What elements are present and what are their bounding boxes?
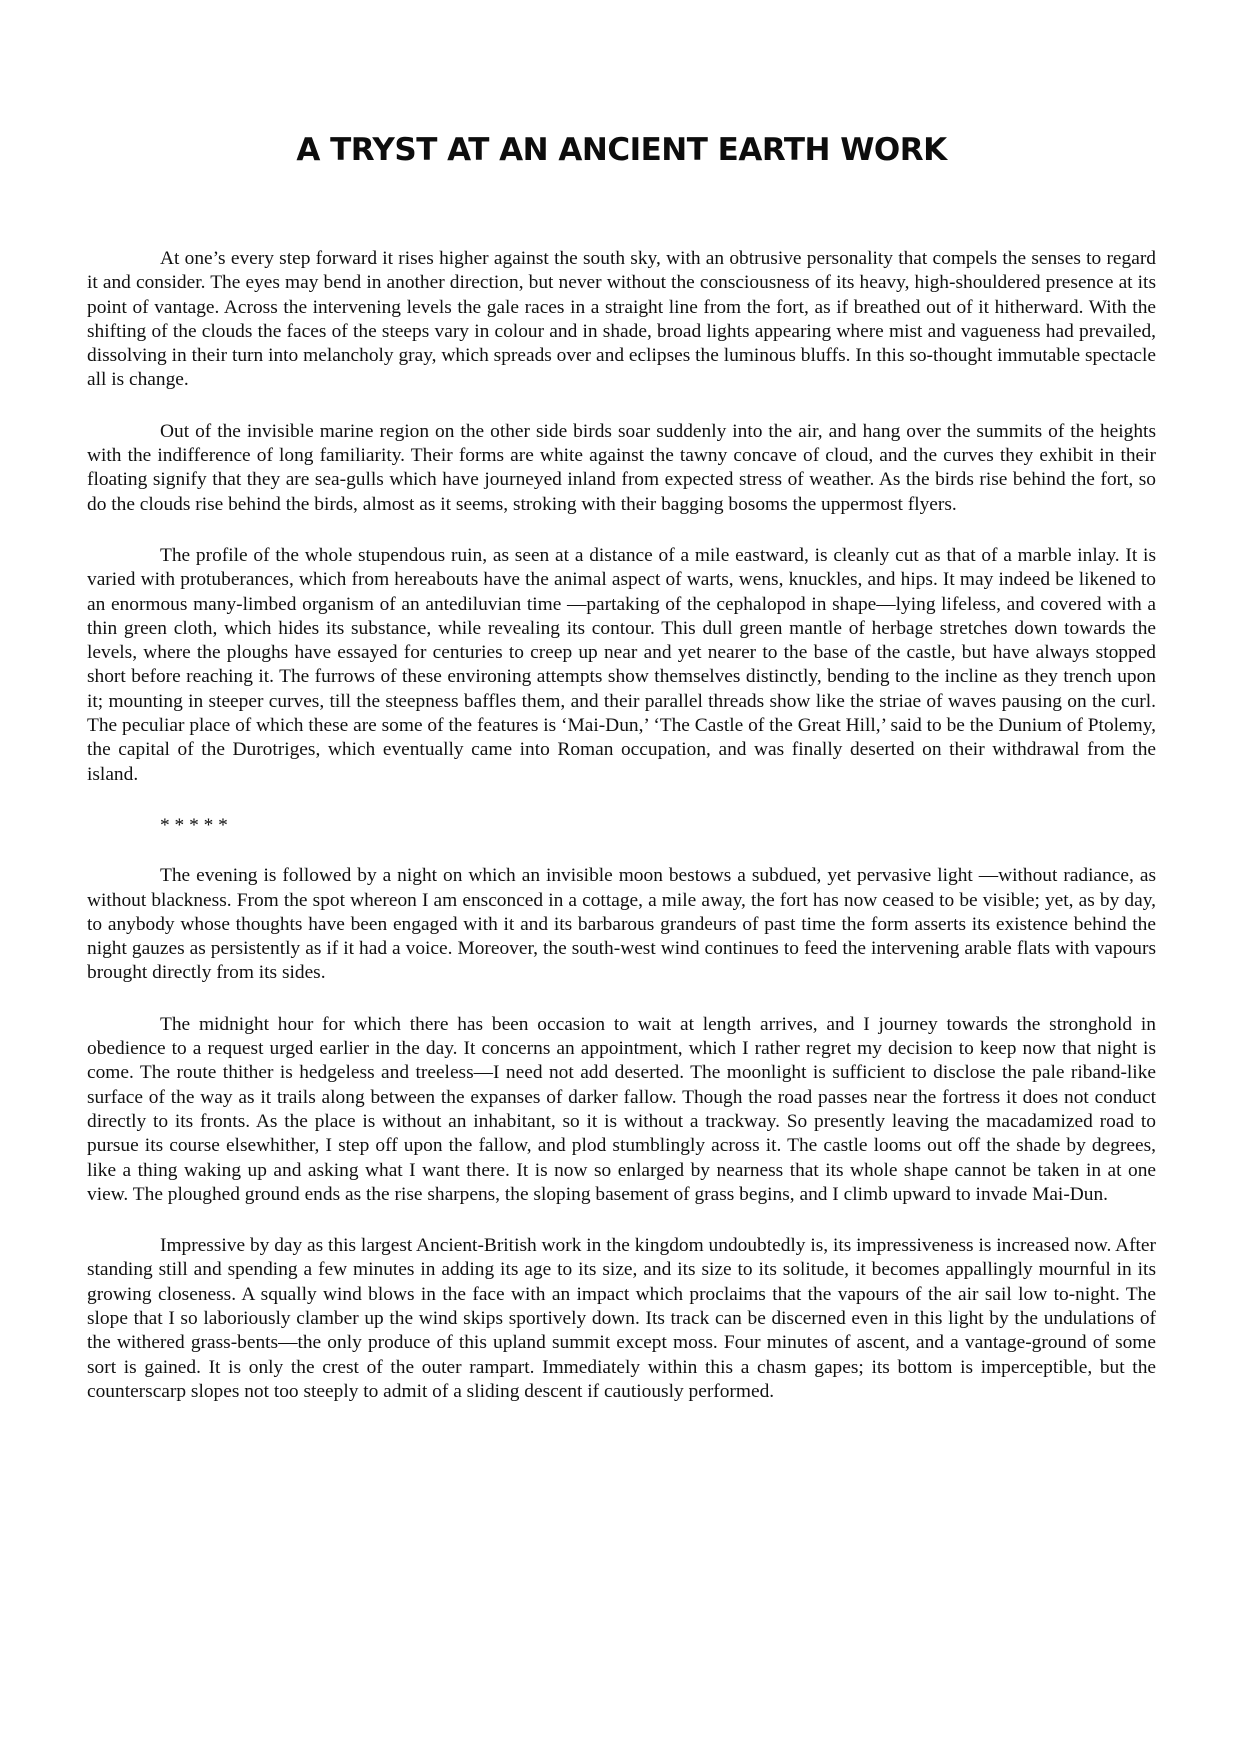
paragraph-3: The profile of the whole stupendous ruin, as seen at a distance of a mile eastward, is cleanly cut as that of a marble inlay. It is varied with protuberances, which from hereabouts have the animal aspect of warts, wens, knuckles, and hips. It may indeed be likened to an enormous many-limbed organism of an antediluvian time —partaking of the cephalopod in shape—lying lifeless, and covered with a thin green cloth, which hides its substance, while revealing its contour. This dull green mantle of herbage stretches down towards the levels, where the ploughs have essayed for centuries to creep up near and yet nearer to the base of the castle, but have always stopped short before reaching it. The furrows of these environing attempts show themselves distinctly, bending to the incline as they trench upon it; mounting in steeper curves, till the steepness baffles them, and their parallel threads show like the striae of waves pausing on the curl. The peculiar place of which these are some of the features is ‘Mai-Dun,’ ‘The Castle of the Great Hill,’ said to be the Dunium of Ptolemy, the capital of the Durotriges, which eventually came into Roman occupation, and was finally deserted on their withdrawal from the island.	[87, 544, 1156, 785]
page-title: A TRYST AT AN ANCIENT EARTH WORK	[296, 132, 947, 168]
paragraph-2: Out of the invisible marine region on the other side birds soar suddenly into the air, and hang over the summits of the heights with the indifference of long familiarity. Their forms are white against the tawny concave of cloud, and the curves they exhibit in their floating signify that they are sea-gulls which have journeyed inland from expected stress of weather. As the birds rise behind the fort, so do the clouds rise behind the birds, almost as it seems, stroking with their bagging bosoms the uppermost flyers.	[87, 420, 1156, 515]
document-page	[87, 130, 1156, 1431]
paragraph-4: The evening is followed by a night on which an invisible moon bestows a subdued, yet pervasive light —without radiance, as without blackness. From the spot whereon I am ensconced in a cottage, a mile away, the fort has now ceased to be visible; yet, as by day, to anybody whose thoughts have been engaged with it and its barbarous grandeurs of past time the form asserts its existence behind the night gauzes as persistently as if it had a voice. Moreover, the south-west wind continues to feed the intervening arable flats with vapours brought directly from its sides.	[87, 865, 1156, 984]
section-separator: * * * * *	[160, 814, 228, 836]
paragraph-6: Impressive by day as this largest Ancient-British work in the kingdom undoubtedly is, its impressiveness is increased now. After standing still and spending a few minutes in adding its age to its size, and its size to its solitude, it becomes appallingly mournful in its growing closeness. A squally wind blows in the face with an impact which proclaims that the vapours of the air sail low to-night. The slope that I so laboriously clamber up the wind skips sportively down. Its track can be discerned even in this light by the undulations of the withered grass-bents—the only produce of this upland summit except moss. Four minutes of ascent, and a vantage-ground of some sort is gained. It is only the crest of the outer rampart. Immediately within this a chasm gapes; its bottom is imperceptible, but the counterscarp slopes not too steeply to admit of a sliding descent if cautiously performed.	[87, 1235, 1156, 1402]
paragraph-1: At one’s every step forward it rises higher against the south sky, with an obtrusive personality that compels the senses to regard it and consider. The eyes may bend in another direction, but never without the consciousness of its heavy, high-shouldered presence at its point of vantage. Across the intervening levels the gale races in a straight line from the fort, as if breathed out of it hitherward. With the shifting of the clouds the faces of the steeps vary in colour and in shade, broad lights appearing where mist and vagueness had prevailed, dissolving in their turn into melancholy gray, which spreads over and eclipses the luminous bluffs. In this so-thought immutable spectacle all is change.	[87, 248, 1156, 391]
paragraph-5: The midnight hour for which there has been occasion to wait at length arrives, and I journey towards the stronghold in obedience to a request urged earlier in the day. It concerns an appointment, which I rather regret my decision to keep now that night is come. The route thither is hedgeless and treeless—I need not add deserted. The moonlight is sufficient to disclose the pale riband-like surface of the way as it trails along between the expanses of darker fallow. Though the road passes near the fortress it does not conduct directly to its fronts. As the place is without an inhabitant, so it is without a trackway. So presently leaving the macadamized road to pursue its course elsewhither, I step off upon the fallow, and plod stumblingly across it. The castle looms out off the shade by degrees, like a thing waking up and asking what I want there. It is now so enlarged by nearness that its whole shape cannot be taken in at one view. The ploughed ground ends as the rise sharpens, the sloping basement of grass begins, and I climb upward to invade Mai-Dun.	[87, 1013, 1156, 1205]
